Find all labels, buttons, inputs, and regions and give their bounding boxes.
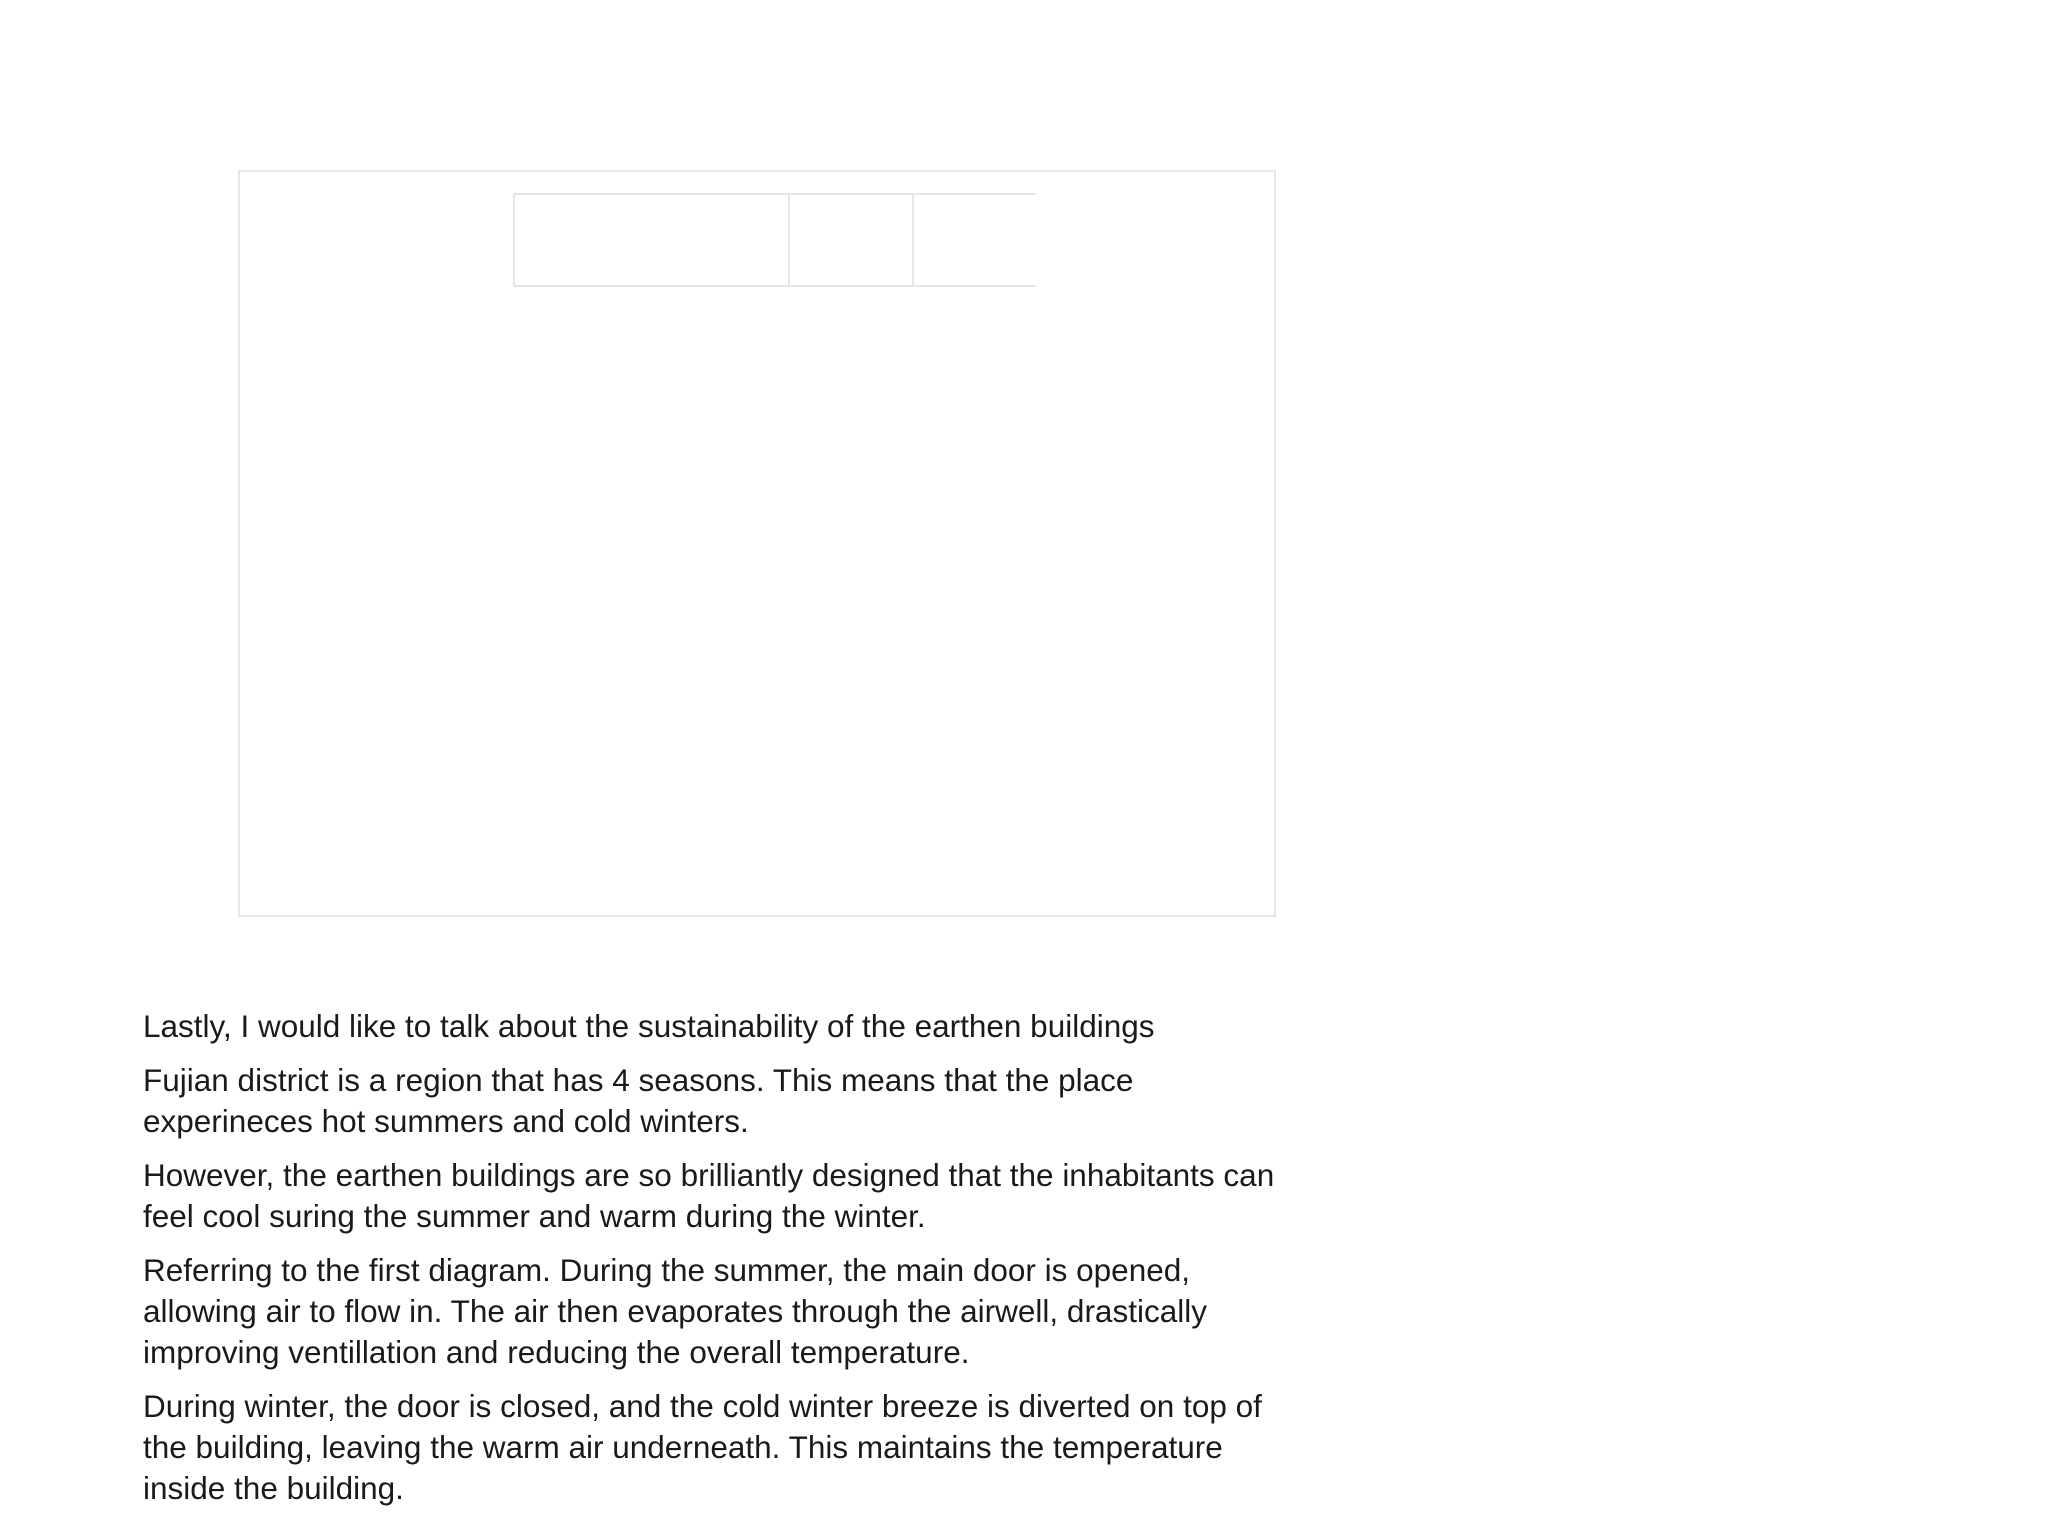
table-cell <box>513 193 788 287</box>
paragraph-winter: During winter, the door is closed, and the cold winter breeze is diverted on top of the building, leaving the warm air underneath. This maintains the temperature inside the building. <box>143 1388 1262 1506</box>
table-cell <box>912 193 1036 287</box>
body-text <box>143 1006 1423 1522</box>
paragraph-intro: Lastly, I would like to talk about the sustainability of the earthen buildings <box>143 1008 1155 1044</box>
paragraph-seasons: Fujian district is a region that has 4 seasons. This means that the place experineces hot summers and cold winters. <box>143 1062 1134 1139</box>
paragraph-design: However, the earthen buildings are so brilliantly designed that the inhabitants can feel cool suring the summer and warm during the winter. <box>143 1157 1275 1234</box>
table-placeholder <box>513 193 1036 287</box>
paragraph-summer: Referring to the first diagram. During the summer, the main door is opened, allowing air to flow in. The air then evaporates through the airwell, drastically improving ventillation and reducing the overall temperature. <box>143 1252 1207 1370</box>
table-cell <box>788 193 912 287</box>
